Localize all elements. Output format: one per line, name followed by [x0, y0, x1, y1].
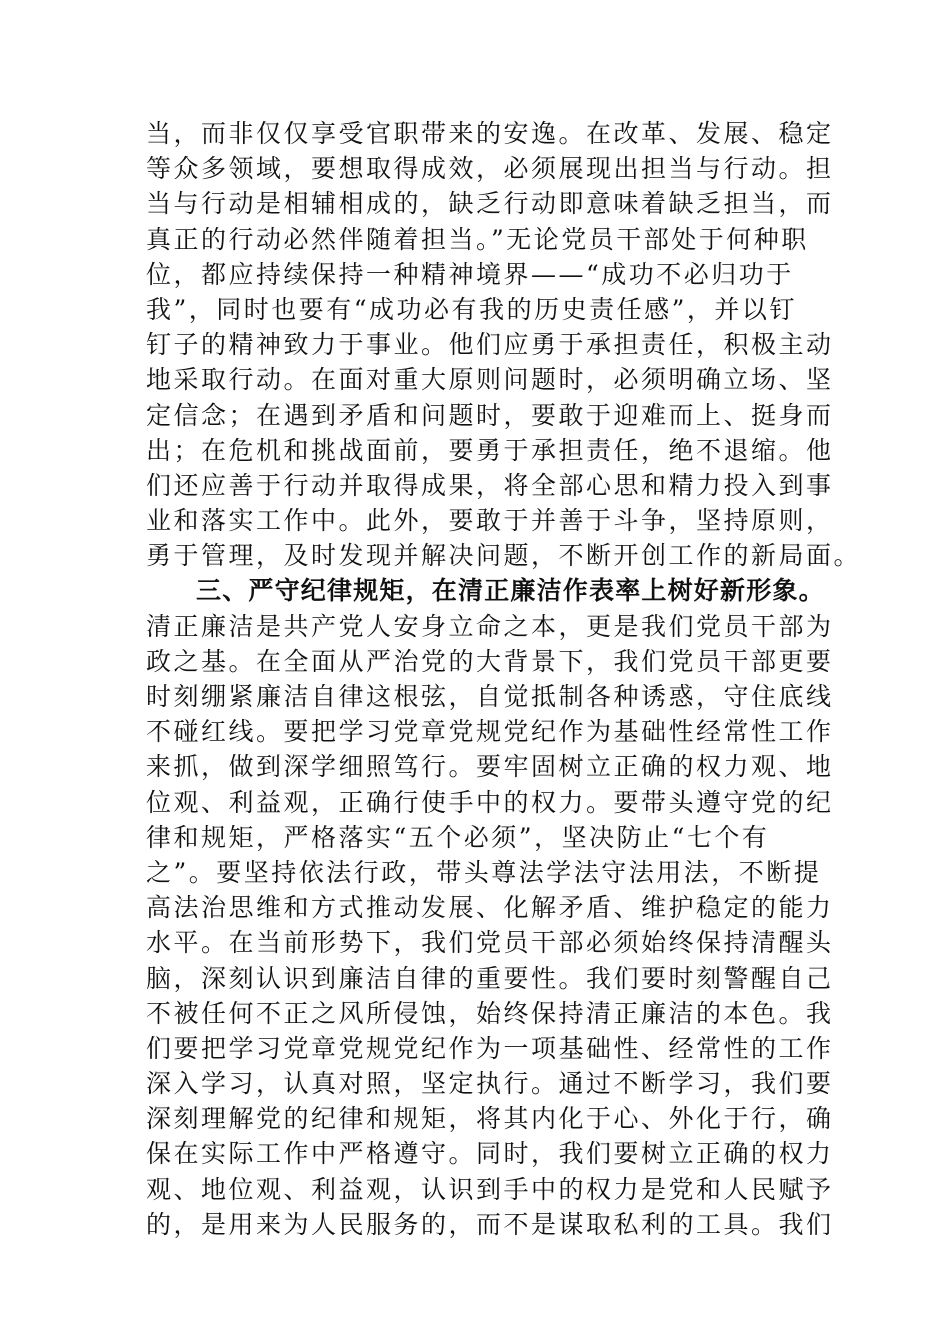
text-line: 脑，深刻认识到廉洁自律的重要性。我们要时刻警醒自己 [146, 963, 834, 993]
text-line: 律和规矩，严格落实“五个必须”，坚决防止“七个有 [146, 822, 770, 852]
text-line: 勇于管理，及时发现并解决问题，不断开创工作的新局面。 [146, 541, 862, 571]
body-text [146, 116, 862, 1242]
text-line: 我”，同时也要有“成功必有我的历史责任感”，并以钉 [146, 294, 797, 324]
text-line: 不碰红线。要把学习党章党规党纪作为基础性经常性工作 [146, 717, 834, 747]
text-line: 清正廉洁是共产党人安身立命之本，更是我们党员干部为 [146, 611, 834, 641]
text-line: 位观、利益观，正确行使手中的权力。要带头遵守党的纪 [146, 787, 834, 817]
text-line: 位，都应持续保持一种精神境界——“成功不必归功于 [146, 259, 794, 289]
text-line: 不被任何不正之风所侵蚀，始终保持清正廉洁的本色。我 [146, 998, 834, 1028]
section-heading: 三、严守纪律规矩，在清正廉洁作表率上树好新形象。 [196, 576, 825, 606]
text-line: 当与行动是相辅相成的，缺乏行动即意味着缺乏担当，而 [146, 189, 834, 219]
text-line: 之”。要坚持依法行政，带头尊法学法守法用法，不断提 [146, 857, 822, 887]
text-line: 政之基。在全面从严治党的大背景下，我们党员干部更要 [146, 646, 834, 676]
text-line: 的，是用来为人民服务的，而不是谋取私利的工具。我们 [146, 1209, 834, 1239]
text-line: 保在实际工作中严格遵守。同时，我们要树立正确的权力 [146, 1139, 834, 1169]
text-line: 真正的行动必然伴随着担当。”无论党员干部处于何种职 [146, 224, 809, 254]
text-line: 来抓，做到深学细照笃行。要牢固树立正确的权力观、地 [146, 752, 834, 782]
text-line: 出；在危机和挑战面前，要勇于承担责任，绝不退缩。他 [146, 435, 834, 465]
text-line: 水平。在当前形势下，我们党员干部必须始终保持清醒头 [146, 928, 834, 958]
text-line: 当，而非仅仅享受官职带来的安逸。在改革、发展、稳定 [146, 119, 834, 148]
text-line: 地采取行动。在面对重大原则问题时，必须明确立场、坚 [146, 365, 834, 395]
text-line: 业和落实工作中。此外，要敢于并善于斗争，坚持原则， [146, 506, 834, 536]
text-line: 钉子的精神致力于事业。他们应勇于承担责任，积极主动 [146, 330, 834, 360]
text-line: 高法治思维和方式推动发展、化解矛盾、维护稳定的能力 [146, 893, 834, 923]
text-line: 时刻绷紧廉洁自律这根弦，自觉抵制各种诱惑，守住底线 [146, 682, 834, 711]
text-line: 深刻理解党的纪律和规矩，将其内化于心、外化于行，确 [146, 1104, 834, 1134]
text-line: 深入学习，认真对照，坚定执行。通过不断学习，我们要 [146, 1069, 834, 1099]
text-line: 观、地位观、利益观，认识到手中的权力是党和人民赋予 [146, 1174, 834, 1204]
text-line: 们要把学习党章党规党纪作为一项基础性、经常性的工作 [146, 1033, 834, 1063]
text-line: 等众多领域，要想取得成效，必须展现出担当与行动。担 [146, 154, 834, 184]
text-line: 定信念；在遇到矛盾和问题时，要敢于迎难而上、挺身而 [146, 400, 834, 430]
text-line: 们还应善于行动并取得成果，将全部心思和精力投入到事 [146, 470, 834, 500]
